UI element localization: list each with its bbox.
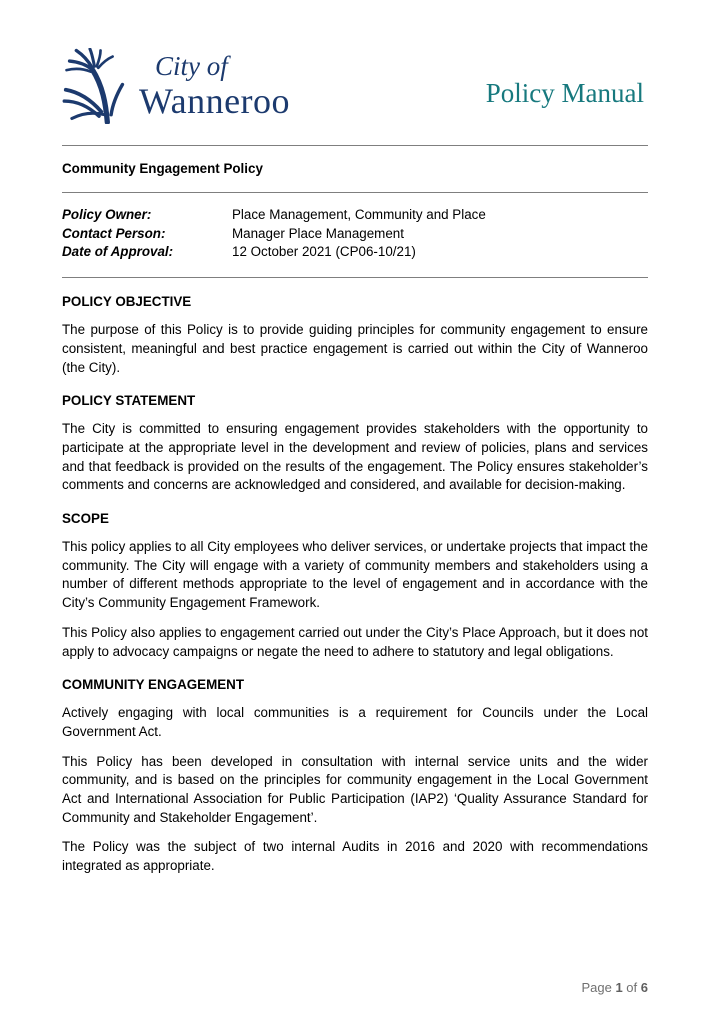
of-label: of xyxy=(626,980,638,995)
page-header xyxy=(62,46,648,126)
metadata-value: Place Management, Community and Place xyxy=(232,207,486,222)
logo-text xyxy=(139,53,290,119)
divider-top xyxy=(62,145,648,146)
logo-city-of: City of xyxy=(155,51,228,81)
kangaroo-paw-icon xyxy=(62,48,130,124)
metadata-label: Contact Person: xyxy=(62,225,166,241)
paragraph: This policy applies to all City employees who deliver services, or undertake projects that impact the community. The City will engage with a variety of community members and stakeholders using a number of different methods appropriate to the level of engagement and in accordance with the City’s Community Engagement Framework. xyxy=(62,539,648,611)
paragraph: This Policy has been developed in consultation with internal service units and the wider community, and is based on the principles for community engagement in the Local Government Act and International Association for Public Participation (IAP2) ‘Quality Assurance Standard for Community and Stakeholder Engagement’. xyxy=(62,753,648,825)
paragraph: Actively engaging with local communities is a requirement for Councils under the Local Government Act. xyxy=(62,705,648,739)
metadata-label: Date of Approval: xyxy=(62,244,174,260)
divider-under-title xyxy=(62,192,648,193)
total-pages: 6 xyxy=(640,980,648,995)
page-label: Page xyxy=(581,980,612,995)
metadata-row-contact-person xyxy=(62,225,648,244)
metadata-row-policy-owner xyxy=(62,206,648,225)
metadata-value: 12 October 2021 (CP06-10/21) xyxy=(232,244,416,260)
divider-under-metadata xyxy=(62,277,648,278)
page-number: 1 xyxy=(615,980,623,995)
manual-title: Policy Manual xyxy=(485,77,644,108)
paragraph: This Policy also applies to engagement carried out under the City’s Place Approach, but it does not apply to advocacy campaigns or negate the need to adhere to statutory and legal obligations. xyxy=(62,624,648,659)
section-policy-statement xyxy=(62,393,648,495)
logo-wanneroo: Wanneroo xyxy=(139,81,291,121)
paragraph: The City is committed to ensuring engagement provides stakeholders with the opportunity to participate at the appropriate level in the development and review of policies, plans and services and that feedback is provided on the results of the engagement. The Policy ensures stakeholder’s comments and concerns are acknowledged and considered, and available for decision-making. xyxy=(62,421,648,493)
metadata-label: Policy Owner: xyxy=(62,207,152,222)
document-title: Community Engagement Policy xyxy=(62,161,263,176)
section-heading: COMMUNITY ENGAGEMENT xyxy=(62,677,245,693)
section-community-engagement xyxy=(62,677,648,876)
section-heading: POLICY STATEMENT xyxy=(62,393,196,409)
paragraph: The purpose of this Policy is to provide guiding principles for community engagement to ensure consistent, meaningful and best practice engagement is carried out within the City of Wanneroo (the City). xyxy=(62,322,648,375)
section-scope xyxy=(62,511,648,661)
section-heading: POLICY OBJECTIVE xyxy=(62,294,192,310)
metadata-block xyxy=(62,206,648,262)
paragraph: The Policy was the subject of two internal Audits in 2016 and 2020 with recommendations integrated as appropriate. xyxy=(62,839,648,874)
city-of-wanneroo-logo xyxy=(62,48,290,124)
metadata-value: Manager Place Management xyxy=(232,225,404,241)
metadata-row-date-of-approval xyxy=(62,243,648,262)
section-policy-objective xyxy=(62,294,648,377)
section-heading: SCOPE xyxy=(62,511,109,527)
page-number-footer xyxy=(581,980,648,995)
